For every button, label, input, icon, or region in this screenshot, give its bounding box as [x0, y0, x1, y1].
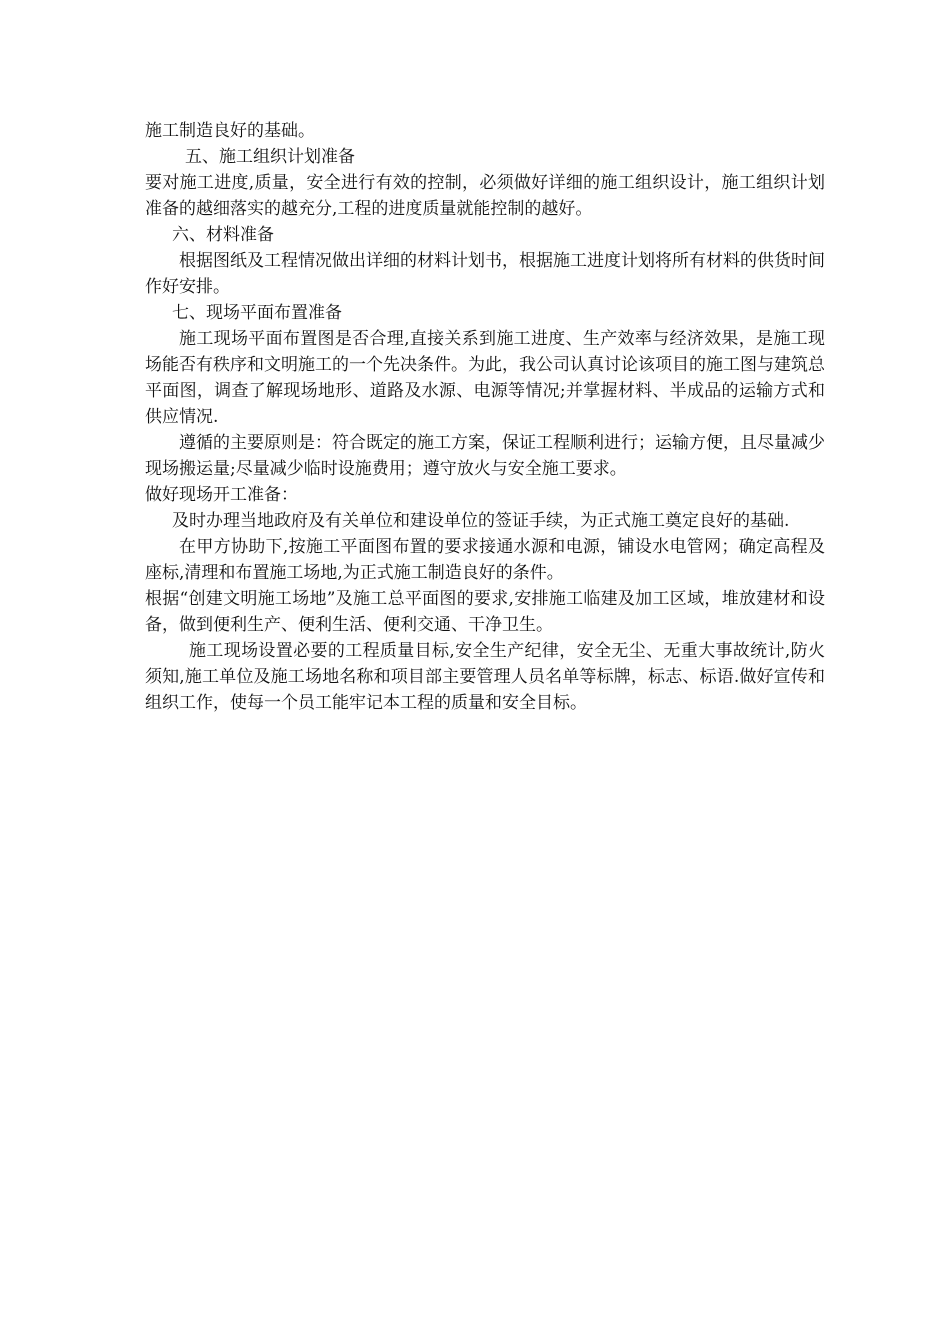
- paragraph-continuation: 施工制造良好的基础。: [145, 121, 315, 141]
- section-heading-5: 五、施工组织计划准备: [185, 147, 355, 167]
- paragraph-civilized-site: 根据“创建文明施工场地”及施工总平面图的要求,安排施工临建及加工区域，堆放建材和设备，做到便利生产、便利生活、便利交通、干净卫生。: [145, 589, 825, 635]
- paragraph-site-layout: 施工现场平面布置图是否合理,直接关系到施工进度、生产效率与经济效果，是施工现场能否有秩序和文明施工的一个先决条件。为此，我公司认真讨论该项目的施工图与建筑总平面图，调查了解现场地形、道路及水源、电源等情况;并掌握材料、半成品的运输方式和供应情况.: [145, 329, 825, 427]
- paragraph-materials: 根据图纸及工程情况做出详细的材料计划书，根据施工进度计划将所有材料的供货时间作好安排。: [145, 251, 825, 297]
- paragraph-permits: 及时办理当地政府及有关单位和建设单位的签证手续，为正式施工奠定良好的基础.: [172, 511, 790, 531]
- section-heading-6: 六、材料准备: [172, 225, 274, 245]
- subheading-site-start: 做好现场开工准备：: [145, 485, 298, 505]
- paragraph-signage: 施工现场设置必要的工程质量目标,安全生产纪律，安全无尘、无重大事故统计,防火须知,施工单位及施工场地名称和项目部主要管理人员名单等标牌，标志、标语.做好宣传和组织工作，使每一个员工能牢记本工程的质量和安全目标。: [145, 641, 825, 713]
- paragraph-organization-plan: 要对施工进度,质量，安全进行有效的控制，必须做好详细的施工组织设计，施工组织计划准备的越细落实的越充分,工程的进度质量就能控制的越好。: [145, 173, 825, 219]
- paragraph-utilities: 在甲方协助下,按施工平面图布置的要求接通水源和电源，铺设水电管网；确定高程及座标,清理和布置施工场地,为正式施工制造良好的条件。: [145, 537, 825, 583]
- document-body: [145, 118, 825, 716]
- paragraph-principles: 遵循的主要原则是：符合既定的施工方案，保证工程顺利进行；运输方便，且尽量减少现场搬运量;尽量减少临时设施费用；遵守放火与安全施工要求。: [145, 433, 825, 479]
- section-heading-7: 七、现场平面布置准备: [172, 303, 342, 323]
